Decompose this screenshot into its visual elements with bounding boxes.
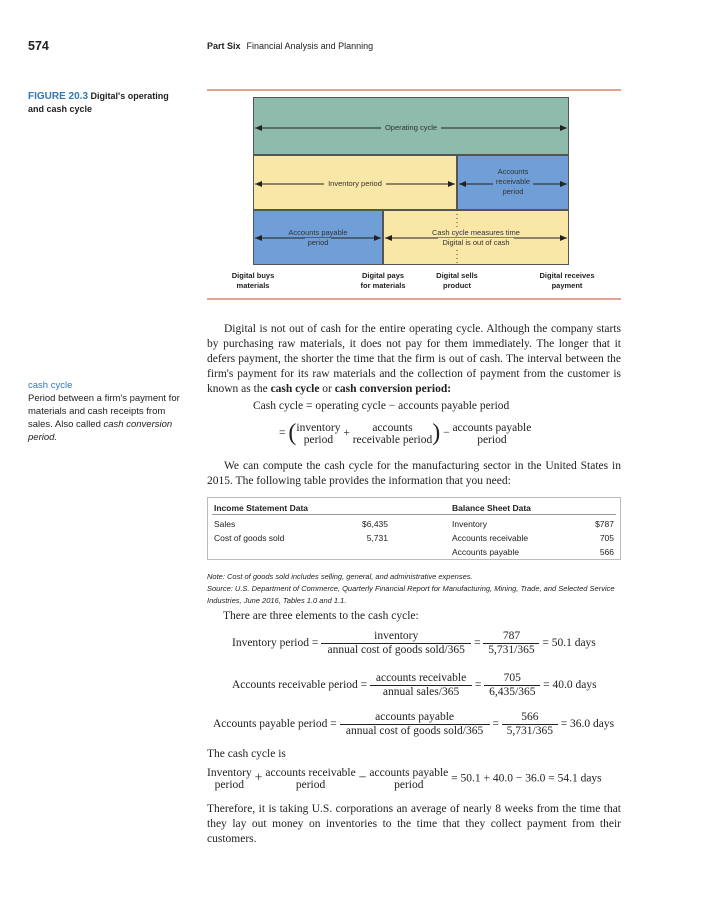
equation-cash-cycle-expanded: = (inventory period + accounts receivable period) − accounts payable period — [279, 420, 532, 446]
table-cell-ar-value: 705 — [599, 533, 614, 543]
part-title: Financial Analysis and Planning — [246, 41, 374, 51]
table-cell-ar-label: Accounts receivable — [452, 533, 529, 543]
calc-ar-period: Accounts receivable period = $\frac{\text{accounts receivable}}{\text{annual sales/365}}$ = $\frac{705}{6,435/365}$ = 40.0 days — [232, 672, 597, 698]
event-pays-materials: Digital pays for materials — [360, 271, 406, 290]
figure-caption-text: Digital's operating and cash cycle — [28, 91, 169, 114]
calc-ap-period: Accounts payable period = $\frac{\text{accounts payable}}{\text{annual cost of goods sold/365}}$ = $\frac{566}{5,731/365}$ = 36.0 days — [213, 711, 615, 737]
part-label: Part Six — [207, 41, 241, 51]
bold-cash-conversion: cash conversion period: — [334, 383, 452, 395]
event-buys-materials: Digital buys materials — [231, 271, 275, 290]
equation-cash-cycle: Cash cycle = operating cycle − accounts payable period — [253, 400, 510, 412]
note-source-prefix: Source: U.S. Department of Commerce, — [207, 584, 343, 593]
paragraph-2: We can compute the cash cycle for the manufacturing sector in the United States in 2015. The following table provides the information that you need: — [207, 460, 621, 487]
table-header-income: Income Statement Data — [214, 503, 308, 513]
cash-cycle-label: Cash cycle measures time Digital is out of cash — [383, 228, 569, 248]
table-note — [207, 571, 627, 607]
table-cell-cogs-label: Cost of goods sold — [214, 533, 285, 543]
inventory-period-label: Inventory period — [253, 179, 457, 189]
margin-term: cash cycle — [28, 380, 73, 391]
event-receives-payment: Digital receives payment — [539, 271, 595, 290]
operating-cycle-label: Operating cycle — [253, 123, 569, 133]
table-cell-inventory-label: Inventory — [452, 519, 487, 529]
note-line: Note: Cost of goods sold includes selling, general, and administrative expenses. — [207, 572, 473, 581]
margin-definition-text: Period between a firm's payment for materials and cash receipts from sales. Also called — [28, 393, 180, 430]
ar-period-label: Accounts receivable period — [457, 167, 569, 197]
margin-definition — [28, 379, 188, 444]
table-header-balance: Balance Sheet Data — [452, 503, 531, 513]
paragraph-3: There are three elements to the cash cycle: — [223, 610, 419, 622]
event-sells-product: Digital sells product — [436, 271, 478, 290]
table-cell-ap-value: 566 — [599, 547, 614, 557]
table-cell-ap-label: Accounts payable — [452, 547, 520, 557]
page-number: 574 — [28, 39, 49, 53]
table-cell-sales-value: $6,435 — [362, 519, 388, 529]
table-cell-inventory-value: $787 — [595, 519, 614, 529]
equation-final-cash-cycle: Inventory period + accounts receivable period − accounts payable period = 50.1 + 40.0 − 36.0 = 54.1 days — [207, 767, 602, 791]
margin-alt-term: cash conversion period. — [28, 419, 173, 443]
calc-inventory-period: Inventory period = $\frac{\text{inventory}}{\text{annual cost of goods sold/365}}$ = $\frac{787}{5,731/365}$ = 50.1 days — [232, 630, 596, 656]
table-header-rule — [212, 514, 616, 515]
note-source-suffix: June 2016, Tables 1.0 and 1.1. — [241, 596, 347, 605]
paragraph-5: Therefore, it is taking U.S. corporations an average of nearly 8 weeks from the time that they lay out money on inventories to the time that they collect payment from their customers. — [207, 803, 621, 845]
table-cell-cogs-value: 5,731 — [366, 533, 388, 543]
figure-bottom-rule — [207, 298, 621, 300]
paragraph-1: Digital is not out of cash for the entire operating cycle. Although the company starts by purchasing raw materials, it does not pay for them immediately. The longer that it defers payment, the shorter the time that the firm is out of cash. The interval between the firm's payment for its raw materials and the collection of payment from the customer is known as the cash cycle or cash conversion period: — [207, 323, 621, 395]
note-source-title: Quarterly Financial Report for Manufacturing, Mining, Trade, and Selected Service Industries, — [207, 584, 615, 605]
diagram-arrows — [0, 0, 702, 300]
figure-number: FIGURE 20.3 — [28, 91, 89, 102]
table-cell-sales-label: Sales — [214, 519, 236, 529]
paragraph-4: The cash cycle is — [207, 748, 286, 760]
ap-period-label: Accounts payable period — [253, 228, 383, 248]
bold-cash-cycle: cash cycle — [270, 383, 320, 395]
